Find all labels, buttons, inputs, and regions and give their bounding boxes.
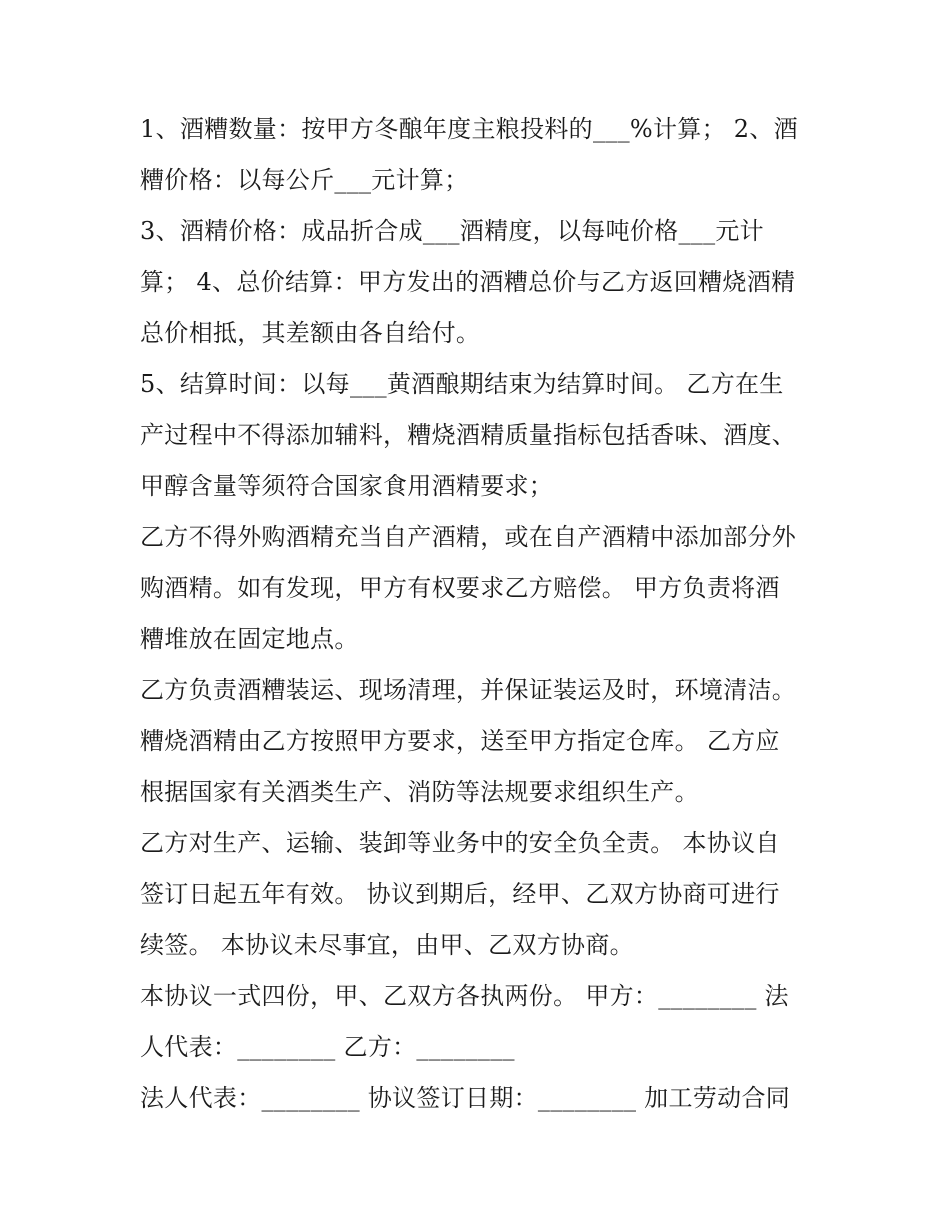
text-line: 乙方不得外购酒精充当自产酒精，或在自产酒精中添加部分外 bbox=[140, 523, 797, 551]
text-line: 1、酒糟数量：按甲方冬酿年度主粮投料的___%计算； 2、酒 bbox=[140, 115, 798, 143]
text-line: 乙方对生产、运输、装卸等业务中的安全负全责。 本协议自 bbox=[140, 829, 780, 857]
text-line: 人代表：________ 乙方：________ bbox=[140, 1033, 515, 1061]
text-line: 糟堆放在固定地点。 bbox=[140, 625, 359, 653]
text-line: 糟价格：以每公斤___元计算； bbox=[140, 166, 469, 194]
text-line: 本协议一式四份，甲、乙双方各执两份。 甲方：________ 法 bbox=[140, 982, 789, 1010]
text-line: 签订日起五年有效。 协议到期后，经甲、乙双方协商可进行 bbox=[140, 880, 780, 908]
text-line: 总价相抵，其差额由各自给付。 bbox=[140, 319, 481, 347]
text-line: 根据国家有关酒类生产、消防等法规要求组织生产。 bbox=[140, 778, 699, 806]
text-line: 5、结算时间：以每___黄酒酿期结束为结算时间。 乙方在生 bbox=[140, 370, 784, 398]
text-line: 续签。 本协议未尽事宜，由甲、乙双方协商。 bbox=[140, 931, 634, 959]
text-line: 算； 4、总价结算：甲方发出的酒糟总价与乙方返回糟烧酒精 bbox=[140, 268, 796, 296]
document-body bbox=[140, 104, 830, 1124]
text-line: 购酒精。如有发现，甲方有权要求乙方赔偿。 甲方负责将酒 bbox=[140, 574, 780, 602]
text-line: 产过程中不得添加辅料，糟烧酒精质量指标包括香味、酒度、 bbox=[140, 421, 797, 449]
text-line: 糟烧酒精由乙方按照甲方要求，送至甲方指定仓库。 乙方应 bbox=[140, 727, 780, 755]
text-line: 甲醇含量等须符合国家食用酒精要求； bbox=[140, 472, 554, 500]
text-line: 法人代表：________ 协议签订日期：________ 加工劳动合同 bbox=[140, 1084, 791, 1112]
text-line: 乙方负责酒糟装运、现场清理，并保证装运及时，环境清洁。 bbox=[140, 676, 797, 704]
text-line: 3、酒精价格：成品折合成___酒精度，以每吨价格___元计 bbox=[140, 217, 764, 245]
